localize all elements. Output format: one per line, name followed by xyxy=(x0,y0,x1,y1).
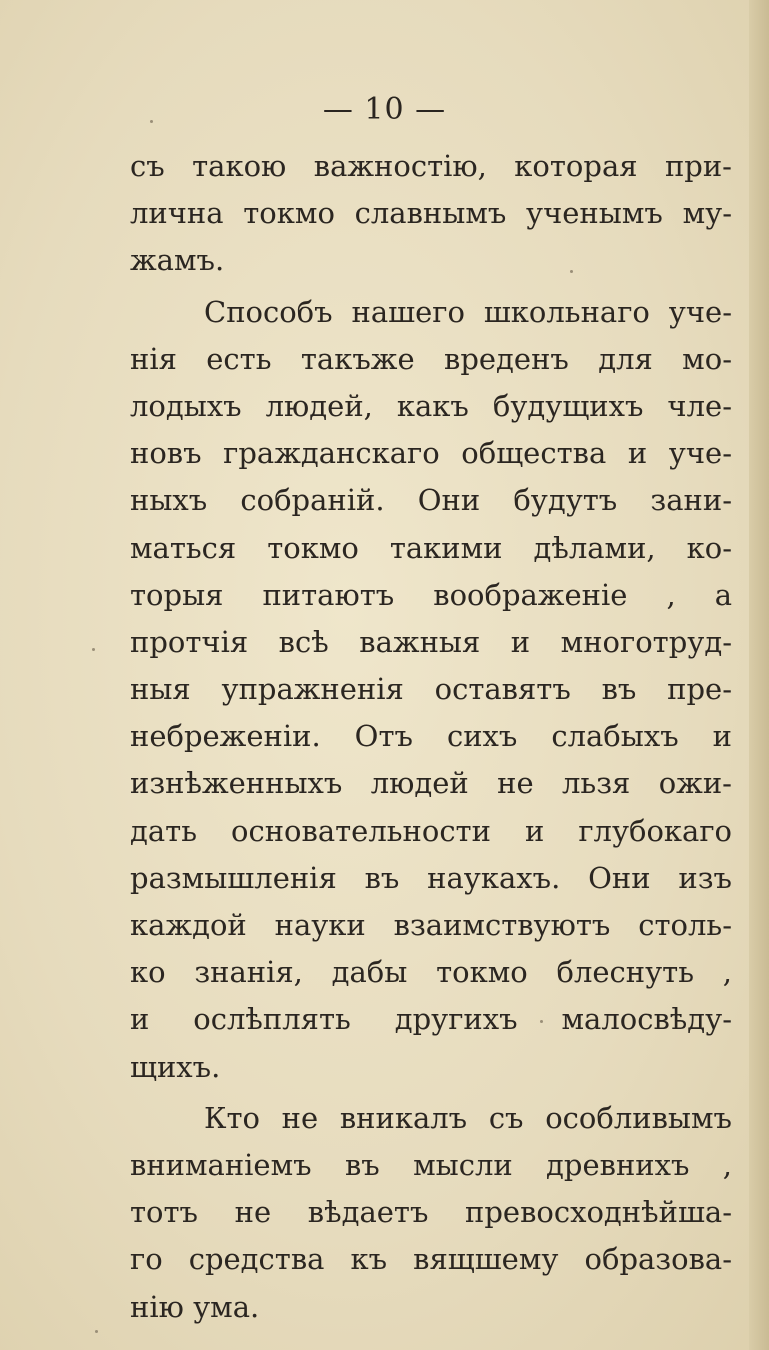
text-line: протчія всѣ важныя и многотруд- xyxy=(130,624,732,659)
paragraph xyxy=(130,143,732,285)
text-line: нія есть такъже вреденъ для мо- xyxy=(130,341,732,376)
text-line: маться токмо такими дѣлами, ко- xyxy=(130,530,732,565)
text-line: ныя упражненія оставятъ въ пре- xyxy=(130,672,732,707)
text-line: новъ гражданскаго общества и уче- xyxy=(130,436,732,471)
paragraph xyxy=(130,1095,732,1331)
text-line: съ такою важностію, которая при- xyxy=(130,149,732,183)
paragraph xyxy=(130,289,732,1091)
text-line: го средства къ вящшему образова- xyxy=(130,1242,732,1277)
page-number: — 10 — xyxy=(322,92,447,127)
text-line: дать основательности и глубокаго xyxy=(130,813,732,848)
text-line: жамъ. xyxy=(130,243,225,278)
text-line: нію ума. xyxy=(130,1289,260,1324)
text-line: лична токмо славнымъ ученымъ му- xyxy=(130,196,732,231)
text-line: каждой науки взаимствуютъ столь- xyxy=(130,908,732,942)
page-edge xyxy=(749,0,769,1350)
text-line: изнѣженныхъ людей не льзя ожи- xyxy=(130,766,732,801)
text-line: Способъ нашего школьнаго уче- xyxy=(204,294,732,329)
text-line: Кто не вникалъ съ особливымъ xyxy=(204,1100,732,1135)
text-line: размышленія въ наукахъ. Они изъ xyxy=(130,860,732,895)
text-line: небреженіи. Отъ сихъ слабыхъ и xyxy=(130,719,732,754)
text-line: ко знанія, дабы токмо блеснуть , xyxy=(130,955,732,990)
text-line: торыя питаютъ воображеніе , а xyxy=(130,577,732,612)
text-line: тотъ не вѣдаетъ превосходнѣйша- xyxy=(130,1195,732,1230)
body-text xyxy=(130,143,732,1331)
text-line: вниманіемъ въ мысли древнихъ , xyxy=(130,1147,732,1182)
text-line: и ослѣплять другихъ малосвѣду- xyxy=(130,1002,732,1037)
paper-speck xyxy=(95,1330,98,1333)
text-line: лодыхъ людей, какъ будущихъ чле- xyxy=(130,388,732,423)
text-line: ныхъ собраній. Они будутъ зани- xyxy=(130,483,732,518)
paper-speck xyxy=(92,648,95,651)
text-line: щихъ. xyxy=(130,1049,221,1084)
